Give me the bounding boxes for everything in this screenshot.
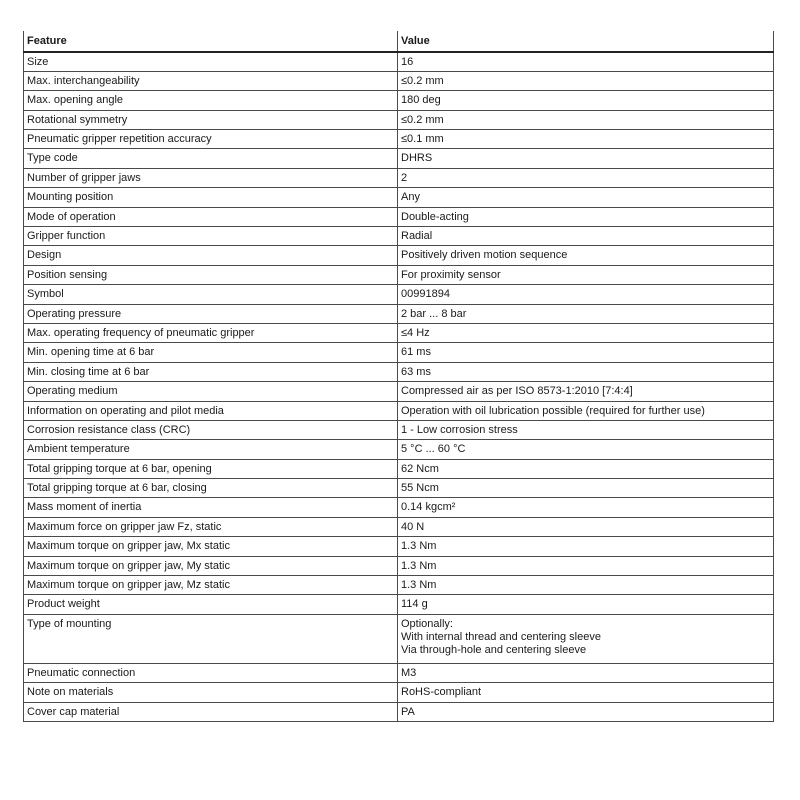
value-cell: 114 g [398, 595, 774, 614]
feature-cell: Ambient temperature [24, 440, 398, 459]
specification-table [23, 31, 774, 722]
feature-cell: Design [24, 246, 398, 265]
value-cell: ≤0.2 mm [398, 71, 774, 90]
table-row [24, 130, 774, 149]
value-cell: Radial [398, 227, 774, 246]
value-cell: 2 [398, 168, 774, 187]
value-cell: 2 bar ... 8 bar [398, 304, 774, 323]
value-cell: Positively driven motion sequence [398, 246, 774, 265]
table-row [24, 323, 774, 342]
table-row [24, 498, 774, 517]
table-row [24, 227, 774, 246]
feature-cell: Max. interchangeability [24, 71, 398, 90]
table-row [24, 556, 774, 575]
value-cell: 00991894 [398, 285, 774, 304]
table-row [24, 304, 774, 323]
table-row [24, 382, 774, 401]
value-cell: 62 Ncm [398, 459, 774, 478]
feature-cell: Mounting position [24, 188, 398, 207]
feature-cell: Rotational symmetry [24, 110, 398, 129]
value-cell: Operation with oil lubrication possible (required for further use) [398, 401, 774, 420]
value-cell: ≤4 Hz [398, 323, 774, 342]
feature-cell: Total gripping torque at 6 bar, opening [24, 459, 398, 478]
header-feature: Feature [24, 31, 398, 52]
table-row [24, 188, 774, 207]
table-row [24, 52, 774, 71]
table-row [24, 71, 774, 90]
feature-cell: Pneumatic connection [24, 663, 398, 682]
table-header [24, 31, 774, 52]
table-row [24, 343, 774, 362]
table-row [24, 110, 774, 129]
value-cell: 5 °C ... 60 °C [398, 440, 774, 459]
table-body [24, 52, 774, 722]
feature-cell: Min. opening time at 6 bar [24, 343, 398, 362]
feature-cell: Max. operating frequency of pneumatic gripper [24, 323, 398, 342]
value-cell: 16 [398, 52, 774, 71]
value-cell: 1.3 Nm [398, 576, 774, 595]
value-cell: 1 - Low corrosion stress [398, 420, 774, 439]
feature-cell: Note on materials [24, 683, 398, 702]
table-row [24, 459, 774, 478]
feature-cell: Information on operating and pilot media [24, 401, 398, 420]
value-cell: 55 Ncm [398, 479, 774, 498]
value-cell: For proximity sensor [398, 265, 774, 284]
value-cell: 61 ms [398, 343, 774, 362]
table-row [24, 420, 774, 439]
value-cell: ≤0.1 mm [398, 130, 774, 149]
table-row [24, 576, 774, 595]
feature-cell: Type code [24, 149, 398, 168]
feature-cell: Mode of operation [24, 207, 398, 226]
feature-cell: Total gripping torque at 6 bar, closing [24, 479, 398, 498]
table-row [24, 362, 774, 381]
feature-cell: Gripper function [24, 227, 398, 246]
value-cell: Optionally: With internal thread and centering sleeve Via through-hole and centering sleeve [398, 614, 774, 663]
value-cell: 40 N [398, 517, 774, 536]
value-cell: 63 ms [398, 362, 774, 381]
feature-cell: Operating medium [24, 382, 398, 401]
table-row [24, 149, 774, 168]
table-row [24, 207, 774, 226]
table-row [24, 168, 774, 187]
table-row [24, 595, 774, 614]
value-cell: 180 deg [398, 91, 774, 110]
value-cell: M3 [398, 663, 774, 682]
table-row [24, 265, 774, 284]
value-cell: 1.3 Nm [398, 537, 774, 556]
feature-cell: Type of mounting [24, 614, 398, 663]
feature-cell: Maximum torque on gripper jaw, Mz static [24, 576, 398, 595]
table-row [24, 517, 774, 536]
feature-cell: Pneumatic gripper repetition accuracy [24, 130, 398, 149]
feature-cell: Max. opening angle [24, 91, 398, 110]
value-cell: Compressed air as per ISO 8573-1:2010 [7:4:4] [398, 382, 774, 401]
value-cell: Any [398, 188, 774, 207]
header-value: Value [398, 31, 774, 52]
feature-cell: Maximum force on gripper jaw Fz, static [24, 517, 398, 536]
table-row [24, 683, 774, 702]
value-cell: DHRS [398, 149, 774, 168]
feature-cell: Min. closing time at 6 bar [24, 362, 398, 381]
feature-cell: Maximum torque on gripper jaw, My static [24, 556, 398, 575]
value-cell: RoHS-compliant [398, 683, 774, 702]
feature-cell: Operating pressure [24, 304, 398, 323]
table-row [24, 479, 774, 498]
table-row [24, 285, 774, 304]
value-cell: ≤0.2 mm [398, 110, 774, 129]
value-cell: PA [398, 702, 774, 721]
table-row [24, 663, 774, 682]
feature-cell: Product weight [24, 595, 398, 614]
header-row [24, 31, 774, 52]
table-row [24, 91, 774, 110]
feature-cell: Size [24, 52, 398, 71]
table-row [24, 440, 774, 459]
feature-cell: Corrosion resistance class (CRC) [24, 420, 398, 439]
value-cell: 1.3 Nm [398, 556, 774, 575]
value-cell: Double-acting [398, 207, 774, 226]
feature-cell: Position sensing [24, 265, 398, 284]
table-row [24, 537, 774, 556]
feature-cell: Mass moment of inertia [24, 498, 398, 517]
feature-cell: Symbol [24, 285, 398, 304]
feature-cell: Maximum torque on gripper jaw, Mx static [24, 537, 398, 556]
table-row [24, 401, 774, 420]
value-cell: 0.14 kgcm² [398, 498, 774, 517]
table-row [24, 702, 774, 721]
feature-cell: Number of gripper jaws [24, 168, 398, 187]
table-row [24, 246, 774, 265]
feature-cell: Cover cap material [24, 702, 398, 721]
table-row [24, 614, 774, 663]
